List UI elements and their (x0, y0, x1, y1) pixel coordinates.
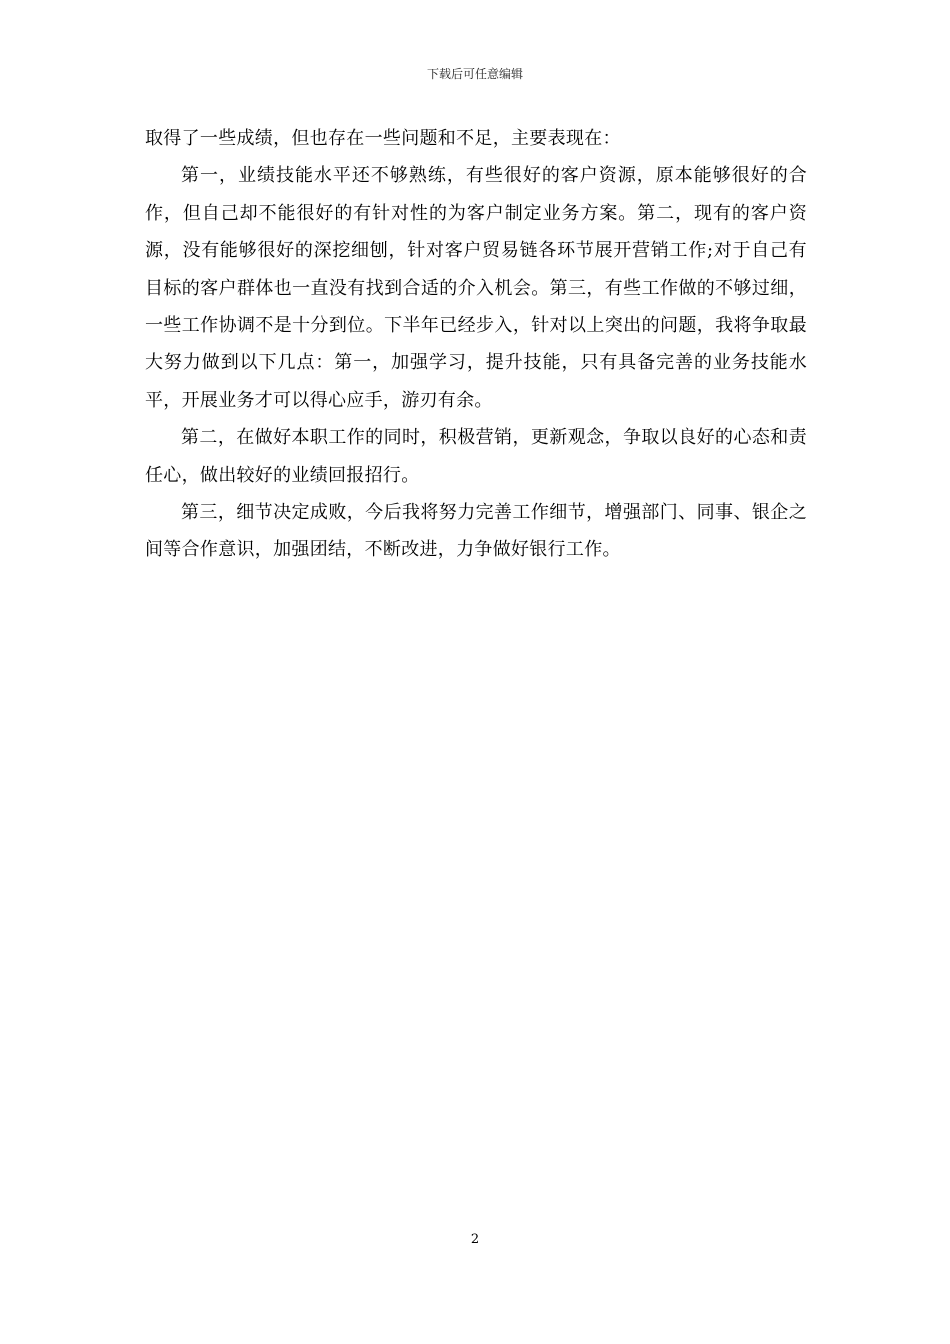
page-header: 下载后可任意编辑 (426, 67, 523, 81)
paragraph-third-point: 第三，细节决定成败，今后我将努力完善工作细节，增强部门、同事、银企之间等合作意识，加强团结，不断改进，力争做好银行工作。 (145, 502, 807, 561)
paragraph-first-point: 第一，业绩技能水平还不够熟练，有些很好的客户资源，原本能够很好的合作，但自己却不能很好的有针对性的为客户制定业务方案。第二，现有的客户资源，没有能够很好的深挖细刨，针对客户贸易链各环节展开营销工作;对于自己有目标的客户群体也一直没有找到合适的介入机会。第三，有些工作做的不够过细，一些工作协调不是十分到位。下半年已经步入，针对以上突出的问题，我将争取最大努力做到以下几点：第一，加强学习，提升技能，只有具备完善的业务技能水平，开展业务才可以得心应手，游刃有余。 (145, 165, 807, 411)
paragraph-continuation: 取得了一些成绩，但也存在一些问题和不足，主要表现在： (145, 128, 621, 149)
page-number: 2 (470, 1232, 480, 1247)
document-body (145, 120, 807, 569)
paragraph-second-point: 第二，在做好本职工作的同时，积极营销，更新观念，争取以良好的心态和责任心，做出较好的业绩回报招行。 (145, 427, 807, 486)
